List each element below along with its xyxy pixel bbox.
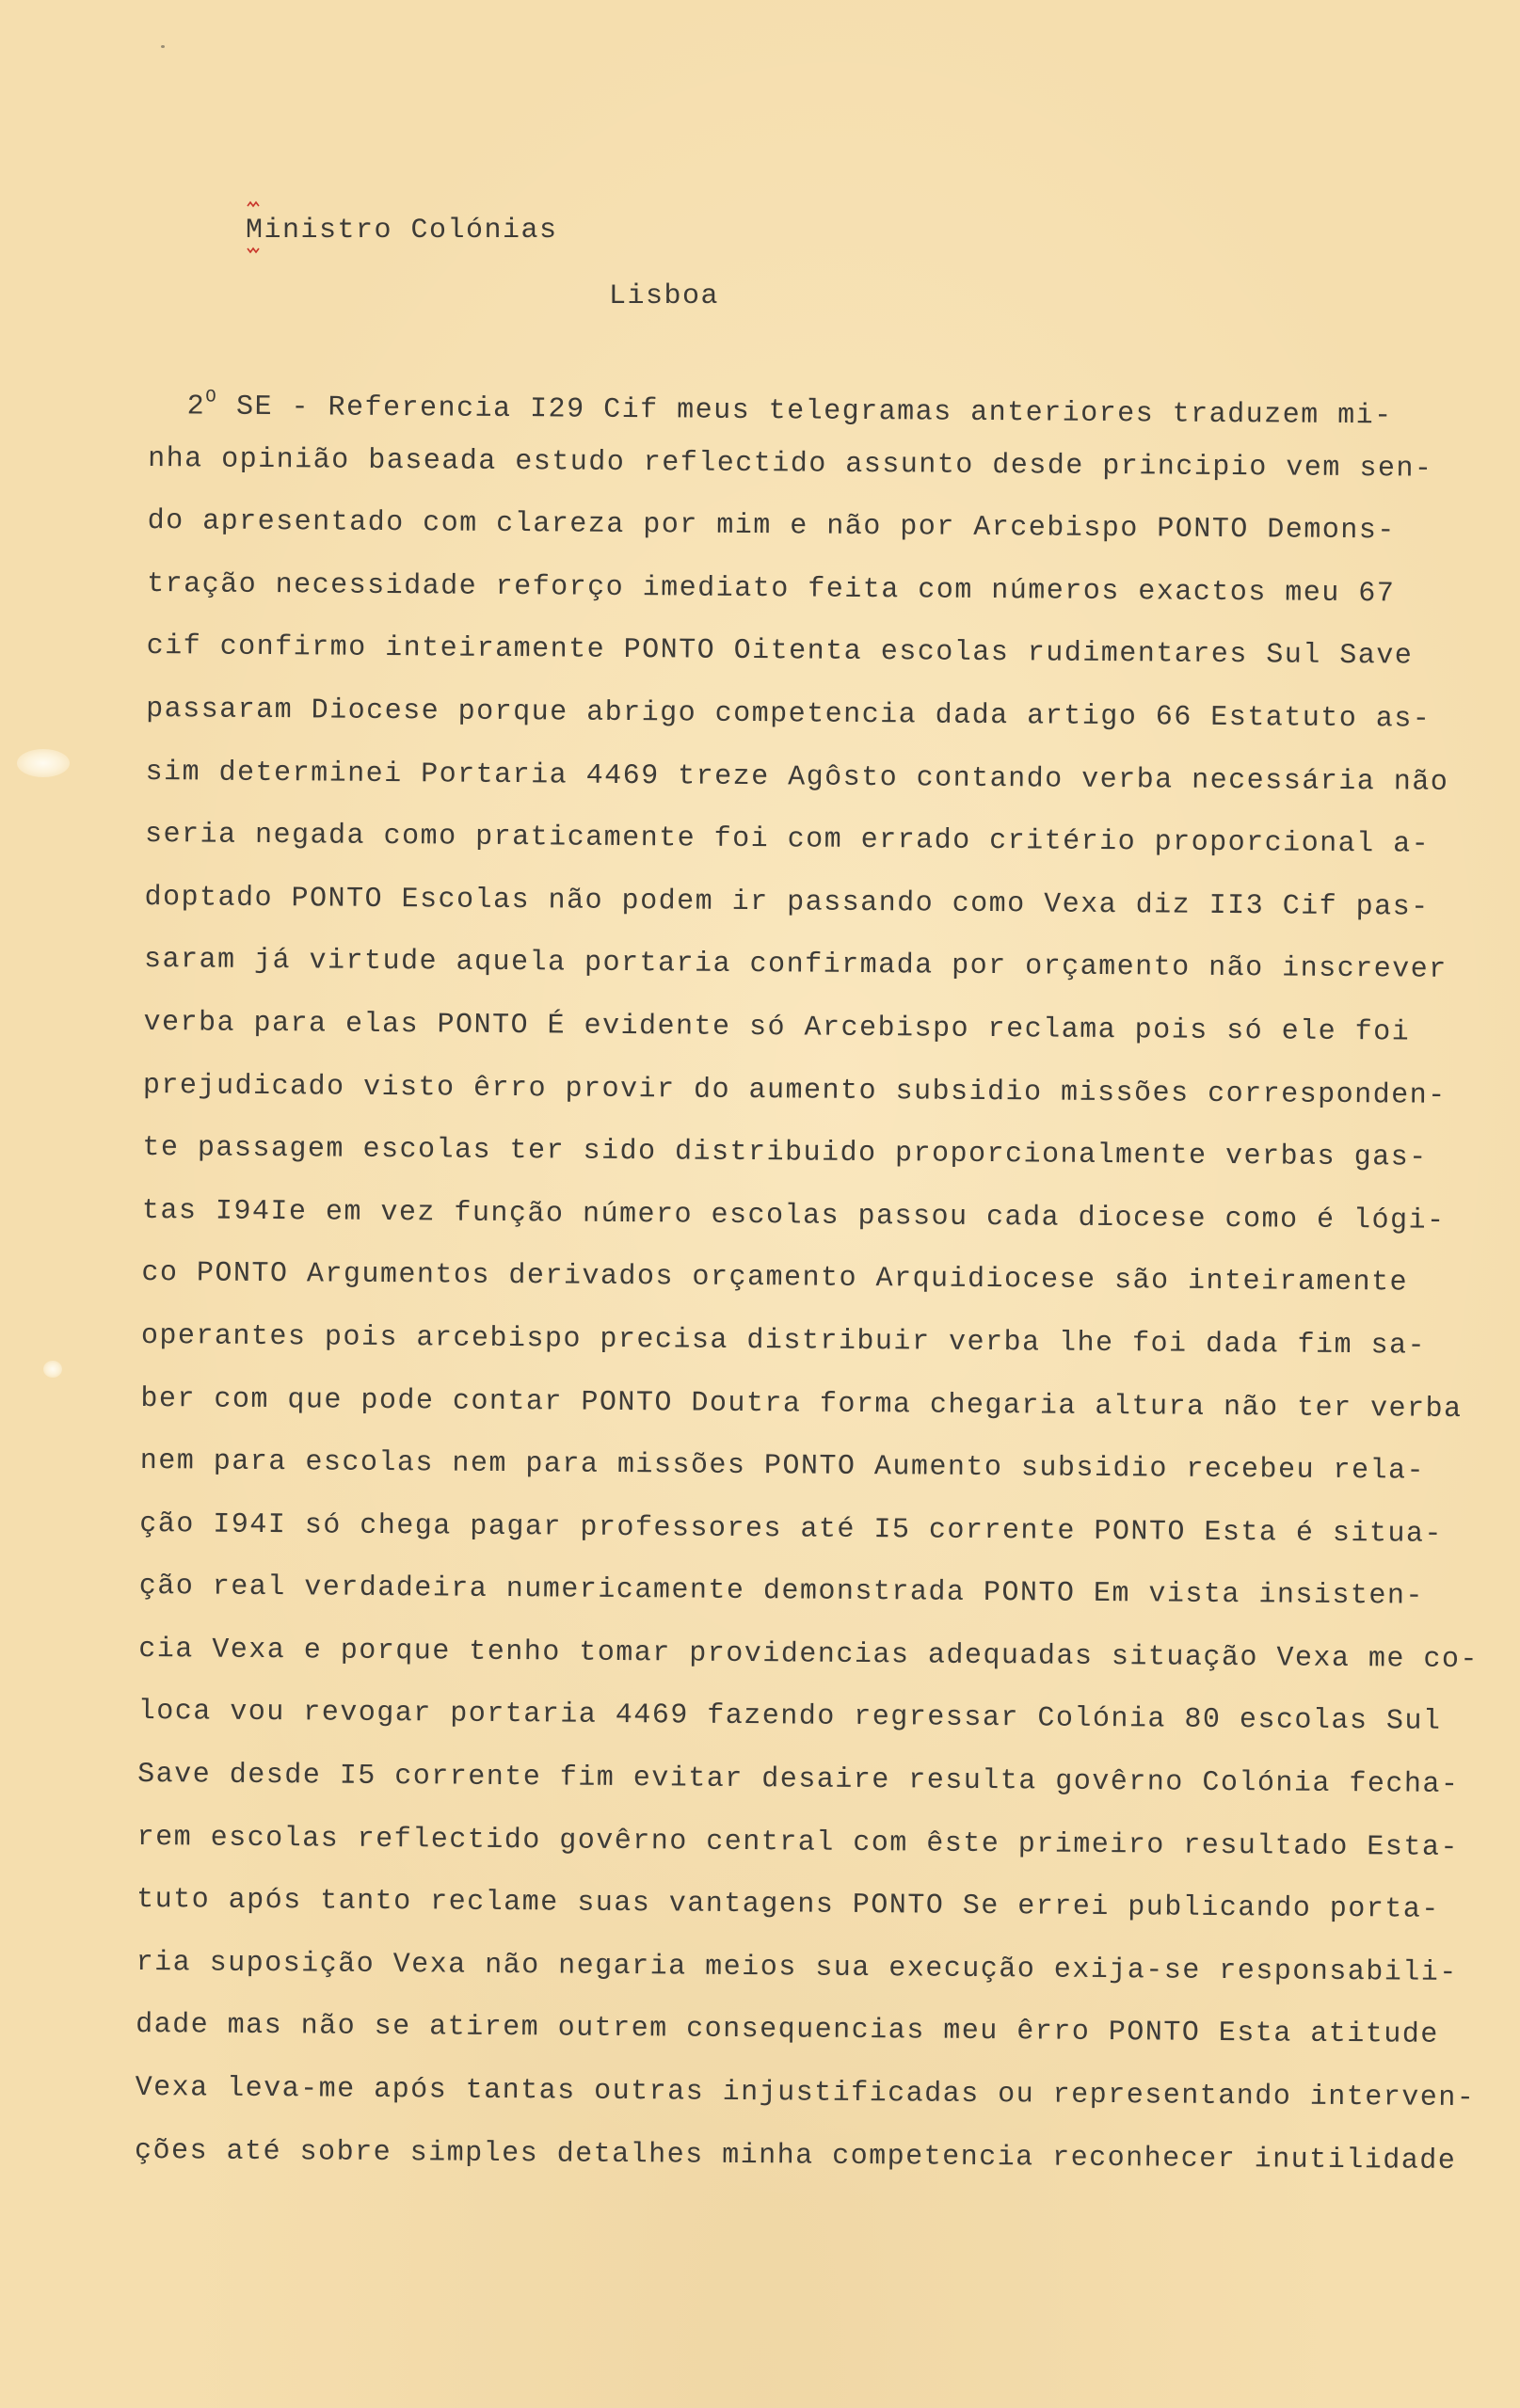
text-line: prejudicado visto êrro provir do aumento subsidio missões corresponden- [142, 1069, 1447, 1112]
text-line: ção real verdadeira numericamente demonstrada PONTO Em vista insisten- [138, 1571, 1425, 1613]
text-line: doptado PONTO Escolas não podem ir passando como Vexa diz II3 Cif pas- [144, 881, 1430, 924]
text-line: tas I94Ie em vez função número escolas passou cada diocese como é lógi- [141, 1194, 1446, 1237]
text-line: tuto após tanto reclame suas vantagens PONTO Se errei publicando porta- [136, 1884, 1440, 1927]
text-line: loca vou revogar portaria 4469 fazendo regressar Colónia 80 escolas Sul [137, 1696, 1442, 1739]
text-line: nha opinião baseada estudo reflectido assunto desde principio vem sen- [148, 442, 1433, 486]
text-line: co PONTO Argumentos derivados orçamento Arquidiocese são inteiramente [141, 1257, 1409, 1300]
text-line: ções até sobre simples detalhes minha competencia reconhecer inutilidade [134, 2134, 1457, 2177]
city-line: Lisboa [609, 280, 720, 312]
paper-damage-spot [43, 1361, 62, 1378]
section-number: 2 [186, 391, 206, 423]
text-line: operantes pois arcebispo precisa distribuir verba lhe foi dada fim sa- [140, 1319, 1427, 1363]
text-line: saram já virtude aquela portaria confirmada por orçamento não inscrever [143, 944, 1448, 987]
text-line: sim determinei Portaria 4469 treze Agôsto contando verba necessária não [145, 756, 1449, 799]
text-line: seria negada como praticamente foi com errado critério proporcional a- [144, 819, 1431, 861]
text-line: rem escolas reflectido govêrno central com êste primeiro resultado Esta- [136, 1821, 1460, 1864]
recipient-line: Ministro Colónias [246, 215, 558, 247]
text-line: ber com que pode contar PONTO Doutra forma chegaria altura não ter verba [140, 1382, 1463, 1426]
text-line: do apresentado com clareza por mim e não por Arcebispo PONTO Demons- [147, 505, 1396, 548]
text-line: dade mas não se atirem outrem consequencias meu êrro PONTO Esta atitude [136, 2009, 1439, 2052]
text-line: tração necessidade reforço imediato feita com números exactos meu 67 [147, 567, 1396, 611]
text-line: nem para escolas nem para missões PONTO Aumento subsidio recebeu rela- [139, 1445, 1426, 1488]
text-line: passaram Diocese porque abrigo competencia dada artigo 66 Estatuto as- [145, 693, 1432, 736]
text-line: verba para elas PONTO É evidente só Arcebispo reclama pois só ele foi [143, 1006, 1411, 1049]
first-line-text: SE - Referencia I29 Cif meus telegramas anteriores traduzem mi- [217, 391, 1393, 433]
text-line-first [148, 365, 1488, 439]
text-line: Save desde I5 corrente fim evitar desaire resulta govêrno Colónia fecha- [137, 1759, 1460, 1802]
text-line: ria suposição Vexa não negaria meios sua execução exija-se responsabili- [136, 1946, 1458, 1989]
message-body [135, 365, 1489, 2193]
text-line: te passagem escolas ter sido distribuido proporcionalmente verbas gas- [142, 1132, 1428, 1174]
paper-damage-spot [17, 749, 70, 777]
text-line: ção I94I só chega pagar professores até I5 corrente PONTO Esta é situa- [139, 1507, 1444, 1551]
text-line: cif confirmo inteiramente PONTO Oitenta escolas rudimentares Sul Save [146, 630, 1414, 673]
red-correction-mark-bottom [247, 247, 262, 254]
text-line: cia Vexa e porque tenho tomar providencias adequadas situação Vexa me co- [138, 1633, 1480, 1677]
paper-speck [161, 45, 165, 48]
section-superscript: O [205, 386, 216, 407]
text-line: Vexa leva-me após tantas outras injustificadas ou representando interven- [135, 2071, 1476, 2115]
